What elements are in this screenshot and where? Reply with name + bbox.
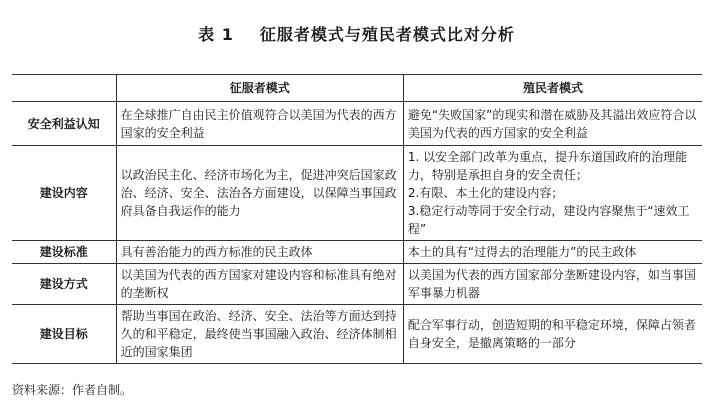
- row-label: 建设标准: [12, 241, 116, 264]
- conqueror-cell: [116, 146, 403, 241]
- conqueror-cell-text: 具有善治能力的西方标准的民主政体: [120, 245, 313, 259]
- source-note: 资料来源：作者自制。: [12, 383, 133, 397]
- conqueror-cell: [116, 264, 403, 305]
- row-label: 安全利益认知: [12, 102, 116, 146]
- table-header-row: [12, 75, 702, 102]
- conqueror-cell-text: 以政治民主化、经济市场化为主，促进冲突后国家政治、经济、安全、法治各方面建设，以保障当事国政府具备自我运作的能力: [120, 168, 397, 218]
- conqueror-cell-text: 在全球推广自由民主价值观符合以美国为代表的西方国家的安全利益: [120, 107, 397, 140]
- colonizer-cell-text: 3.稳定行动等同于安全行动，建设内容聚焦于“速效工程”: [407, 204, 690, 236]
- row-label: 建设方式: [12, 264, 116, 305]
- conqueror-cell: [116, 241, 403, 264]
- table-row: [12, 264, 702, 305]
- colonizer-cell: [403, 305, 702, 364]
- header-empty: [12, 75, 116, 102]
- row-label: 建设目标: [12, 305, 116, 364]
- table-row: [12, 305, 702, 364]
- header-conqueror: 征服者模式: [116, 75, 403, 102]
- table-title: [0, 22, 713, 45]
- table-title-text: 征服者模式与殖民者模式比对分析: [259, 25, 515, 44]
- colonizer-cell-text: 配合军事行动，创造短期的和平稳定环境，保障占领者自身安全，是撤离策略的一部分: [407, 318, 696, 350]
- colonizer-cell-text: 避免“失败国家”的现实和潜在威胁及其溢出效应符合以美国为代表的西方国家的安全利益: [407, 107, 697, 140]
- colonizer-cell-text: 1. 以安全部门改革为重点，提升东道国政府的治理能力，特别是承担自身的安全责任；: [407, 150, 688, 182]
- table-row: [12, 102, 702, 146]
- table-row: [12, 241, 702, 264]
- header-colonizer: 殖民者模式: [403, 75, 702, 102]
- row-label: 建设内容: [12, 146, 116, 241]
- colonizer-cell-text: 本土的具有“过得去的治理能力”的民主政体: [407, 245, 637, 259]
- colonizer-cell-text: 2.有限、本土化的建设内容；: [407, 186, 564, 200]
- comparison-table: [12, 74, 702, 364]
- colonizer-cell-text: 以美国为代表的西方国家部分垄断建设内容，如当事国军事暴力机器: [407, 268, 696, 300]
- colonizer-cell: [403, 102, 702, 146]
- table-number: 表 1: [198, 25, 234, 44]
- conqueror-cell-text: 以美国为代表的西方国家对建设内容和标准具有绝对的垄断权: [120, 268, 397, 300]
- conqueror-cell-text: 帮助当事国在政治、经济、安全、法治等方面达到持久的和平稳定，最终使当事国融入政治、经济体制相近的国家集团: [120, 309, 397, 359]
- colonizer-cell: [403, 264, 702, 305]
- conqueror-cell: [116, 305, 403, 364]
- colonizer-cell: [403, 146, 702, 241]
- conqueror-cell: [116, 102, 403, 146]
- table-row: [12, 146, 702, 241]
- colonizer-cell: [403, 241, 702, 264]
